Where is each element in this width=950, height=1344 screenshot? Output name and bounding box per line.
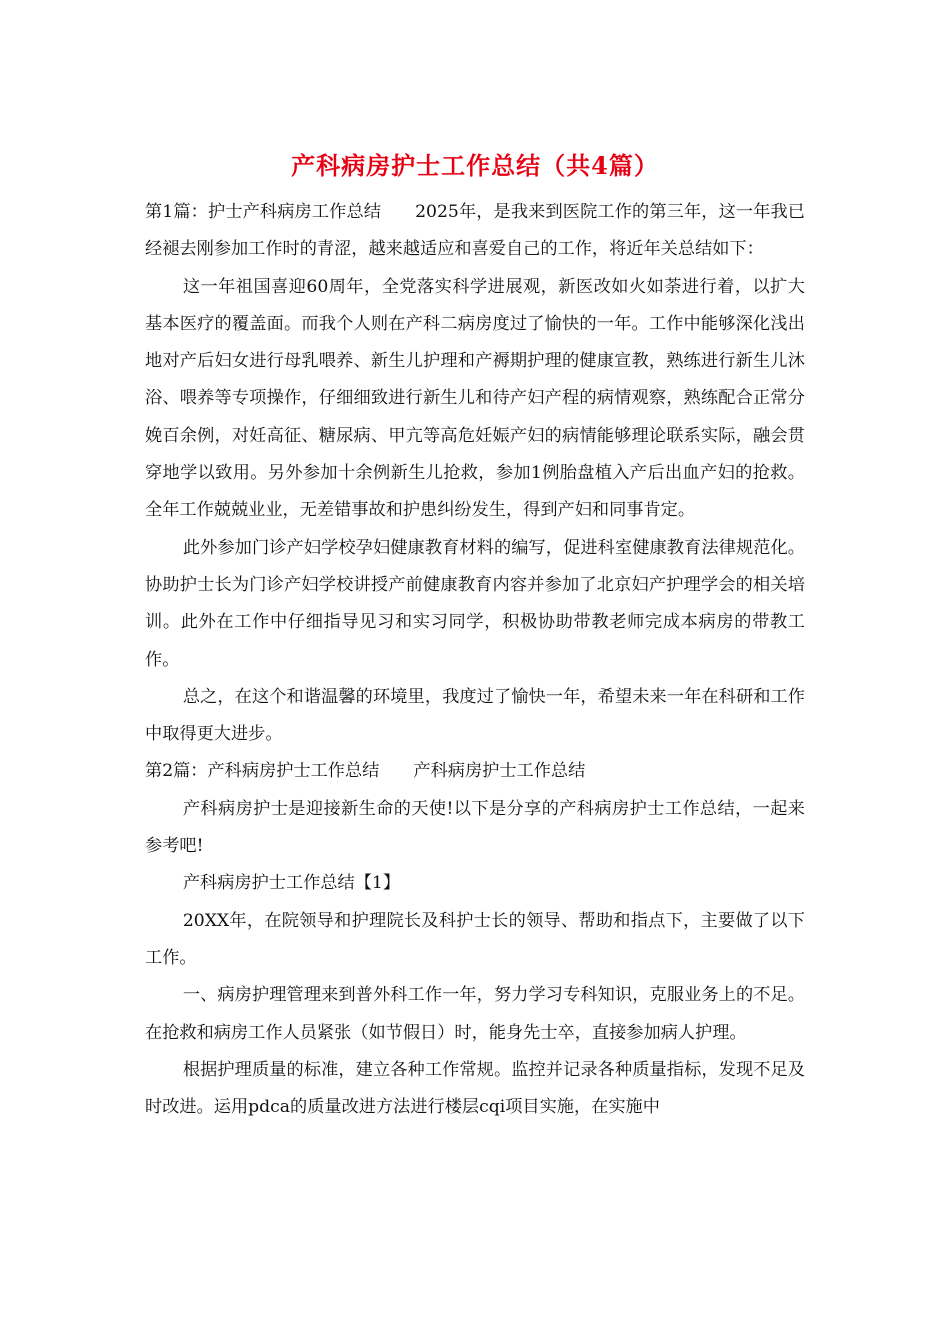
section2-heading: 第2篇：产科病房护士工作总结 bbox=[145, 761, 380, 782]
section1-intro: 2025年，是我来到医院工作的第三年，这一年我已经褪去刚参加工作时的青涩，越来越适应和喜爱自己的工作，将近年关总结如下： bbox=[145, 202, 805, 260]
document-title: 产科病房护士工作总结（共4篇） bbox=[291, 151, 659, 180]
section1-paragraph: 总之，在这个和谐温馨的环境里，我度过了愉快一年，希望未来一年在科研和工作中取得更大进步。 bbox=[145, 686, 805, 745]
section2-paragraph: 产科病房护士工作总结【1】 bbox=[182, 873, 401, 894]
section2-paragraph: 产科病房护士是迎接新生命的天使!以下是分享的产科病房护士工作总结，一起来参考吧! bbox=[145, 798, 805, 857]
section2-paragraph: 一、病房护理管理来到普外科工作一年，努力学习专科知识，克服业务上的不足。在抢救和病房工作人员紧张（如节假日）时，能身先士卒，直接参加病人护理。 bbox=[145, 985, 805, 1043]
section2-heading-line bbox=[145, 753, 805, 790]
document-body bbox=[145, 194, 805, 1126]
section2-paragraph: 20XX年，在院领导和护理院长及科护士长的领导、帮助和指点下，主要做了以下工作。 bbox=[145, 910, 805, 968]
section2-subtitle: 产科病房护士工作总结 bbox=[413, 761, 586, 782]
section2-paragraph: 根据护理质量的标准，建立各种工作常规。监控并记录各种质量指标，发现不足及时改进。运用pdca的质量改进方法进行楼层cqi项目实施，在实施中 bbox=[145, 1059, 805, 1118]
section1-first-paragraph bbox=[145, 194, 805, 269]
section1-paragraph: 此外参加门诊产妇学校孕妇健康教育材料的编写，促进科室健康教育法律规范化。协助护士长为门诊产妇学校讲授产前健康教育内容并参加了北京妇产护理学会的相关培训。此外在工作中仔细指导见习和实习同学，积极协助带教老师完成本病房的带教工作。 bbox=[145, 537, 805, 670]
section1-paragraph: 这一年祖国喜迎60周年，全党落实科学进展观，新医改如火如荼进行着，以扩大基本医疗的覆盖面。而我个人则在产科二病房度过了愉快的一年。工作中能够深化浅出地对产后妇女进行母乳喂养、新生儿护理和产褥期护理的健康宣教，熟练进行新生儿沐浴、喂养等专项操作，仔细细致进行新生儿和待产妇产程的病情观察，熟练配合正常分娩百余例，对妊高征、糖尿病、甲亢等高危妊娠产妇的病情能够理论联系实际，融会贯穿地学以致用。另外参加十余例新生儿抢救，参加1例胎盘植入产后出血产妇的抢救。全年工作兢兢业业，无差错事故和护患纠纷发生，得到产妇和同事肯定。 bbox=[145, 276, 805, 521]
section1-heading: 第1篇：护士产科病房工作总结 bbox=[145, 202, 382, 222]
